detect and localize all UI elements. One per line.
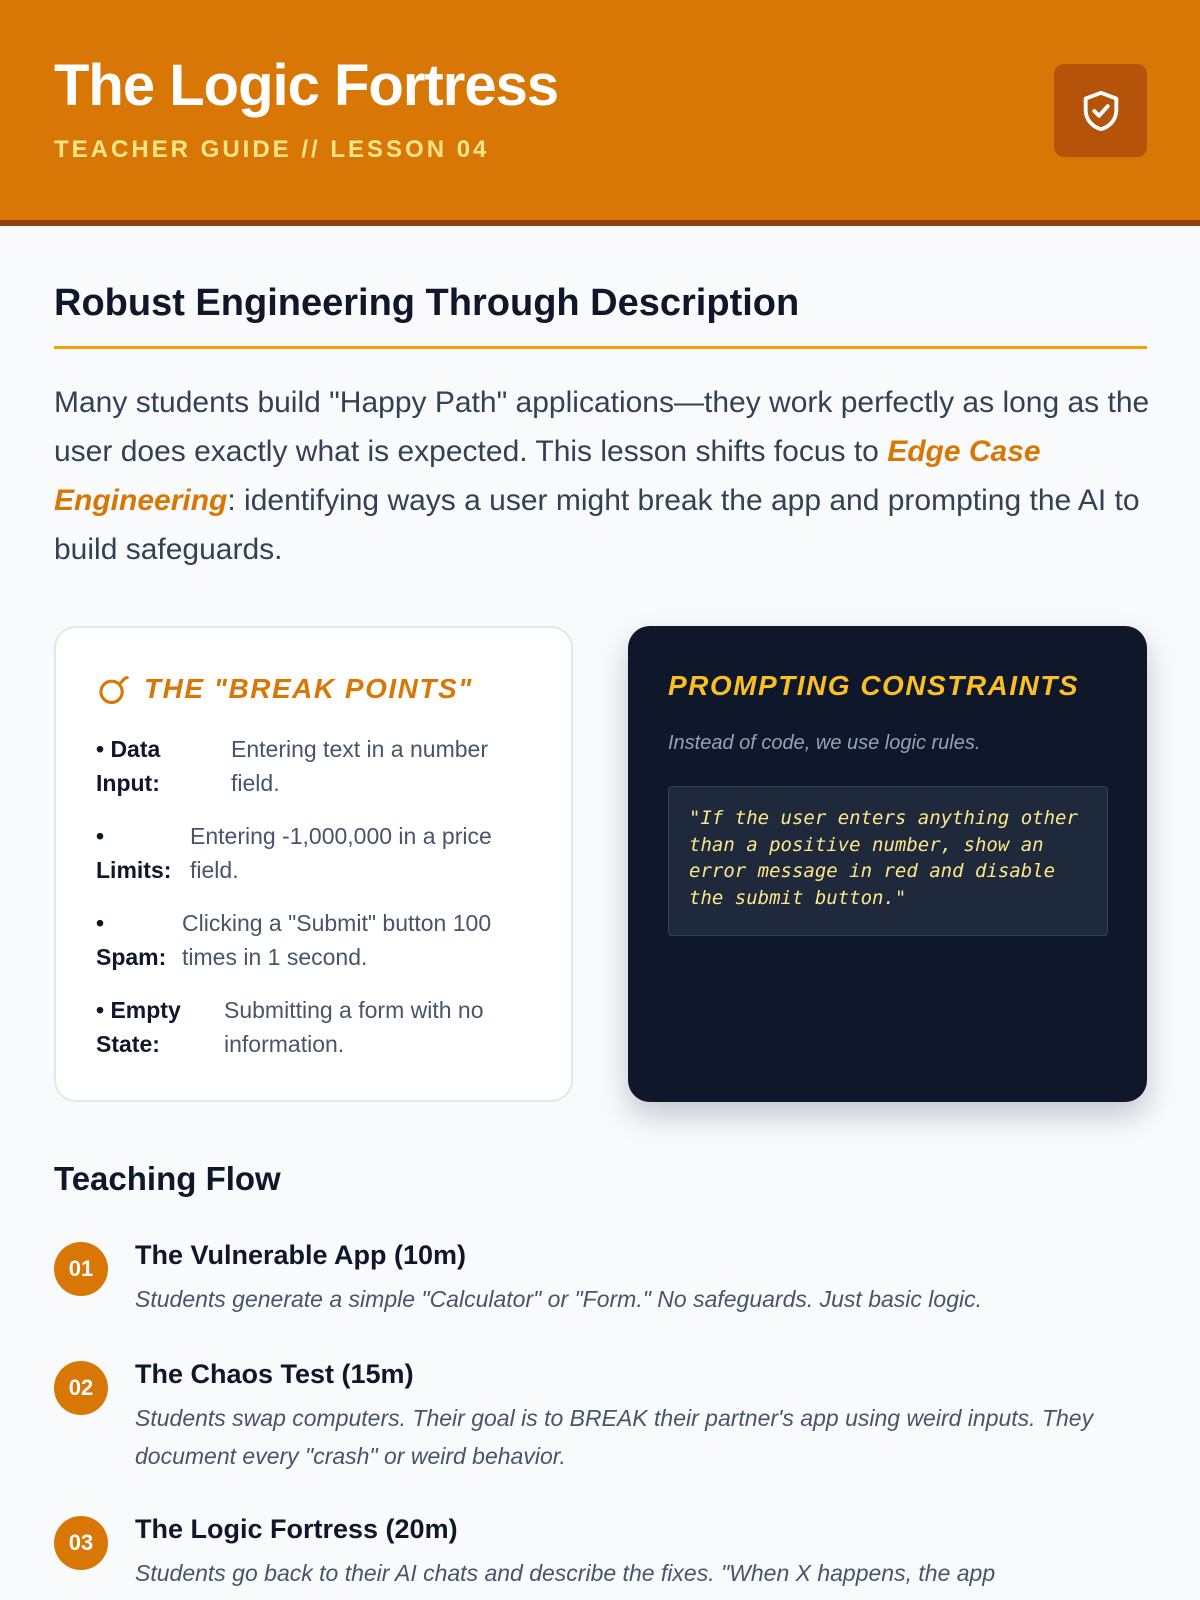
break-point-label: • Data Input: bbox=[96, 736, 161, 796]
intro-emphasis: Edge Case Engineering bbox=[54, 435, 1041, 517]
step-number-badge: 01 bbox=[54, 1242, 108, 1296]
list-item bbox=[96, 819, 536, 887]
list-item bbox=[96, 906, 536, 974]
intro-text-start: Many students build "Happy Path" applications—they work perfectly as long as the user does exactly what is expected. This lesson shifts focus to bbox=[54, 386, 1150, 468]
break-point-text: Entering -1,000,000 in a price field. bbox=[190, 823, 492, 883]
shield-check-icon bbox=[1078, 86, 1124, 136]
break-point-text: Clicking a "Submit" button 100 times in 1 second. bbox=[182, 910, 492, 970]
step-title: The Chaos Test (15m) bbox=[135, 1359, 414, 1389]
step-title: The Logic Fortress (20m) bbox=[135, 1514, 458, 1544]
constraint-example-block: "If the user enters anything other than a positive number, show an error message in red and disable the submit button." bbox=[668, 786, 1108, 936]
page-header bbox=[0, 0, 1200, 226]
step-description: Students go back to their AI chats and describe the fixes. "When X happens, the app bbox=[135, 1560, 996, 1586]
break-point-text: Submitting a form with no information. bbox=[224, 997, 484, 1057]
prompting-constraints-subtitle: Instead of code, we use logic rules. bbox=[668, 732, 981, 754]
heading-divider bbox=[54, 346, 1147, 349]
intro-text-end: : identifying ways a user might break the app and prompting the AI to build safeguards. bbox=[54, 484, 1140, 566]
break-point-text: Entering text in a number field. bbox=[231, 736, 488, 796]
intro-paragraph bbox=[54, 378, 1154, 574]
bomb-icon bbox=[96, 672, 130, 706]
page-title: The Logic Fortress bbox=[54, 53, 559, 118]
break-point-label: • Limits: bbox=[96, 823, 172, 883]
header-badge bbox=[1054, 64, 1147, 157]
break-point-label: • Spam: bbox=[96, 910, 167, 970]
step-description: Students swap computers. Their goal is to BREAK their partner's app using weird inputs. They document every "crash" or weird behavior. bbox=[135, 1405, 1094, 1469]
list-item bbox=[96, 993, 536, 1061]
break-points-card bbox=[54, 626, 573, 1102]
break-points-title: THE "BREAK POINTS" bbox=[144, 673, 473, 704]
list-item bbox=[96, 732, 536, 800]
teaching-flow-heading: Teaching Flow bbox=[54, 1160, 281, 1197]
page-subtitle: TEACHER GUIDE // LESSON 04 bbox=[54, 136, 490, 163]
prompting-constraints-title: PROMPTING CONSTRAINTS bbox=[668, 670, 1080, 701]
step-number-badge: 03 bbox=[54, 1516, 108, 1570]
step-number-badge: 02 bbox=[54, 1361, 108, 1415]
step-description: Students generate a simple "Calculator" or "Form." No safeguards. Just basic logic. bbox=[135, 1286, 982, 1312]
break-point-label: • Empty State: bbox=[96, 997, 181, 1057]
step-title: The Vulnerable App (10m) bbox=[135, 1240, 467, 1270]
break-points-header bbox=[96, 672, 473, 706]
section-heading: Robust Engineering Through Description bbox=[54, 282, 800, 324]
break-points-list bbox=[96, 732, 536, 1080]
prompting-constraints-card bbox=[628, 626, 1147, 1102]
